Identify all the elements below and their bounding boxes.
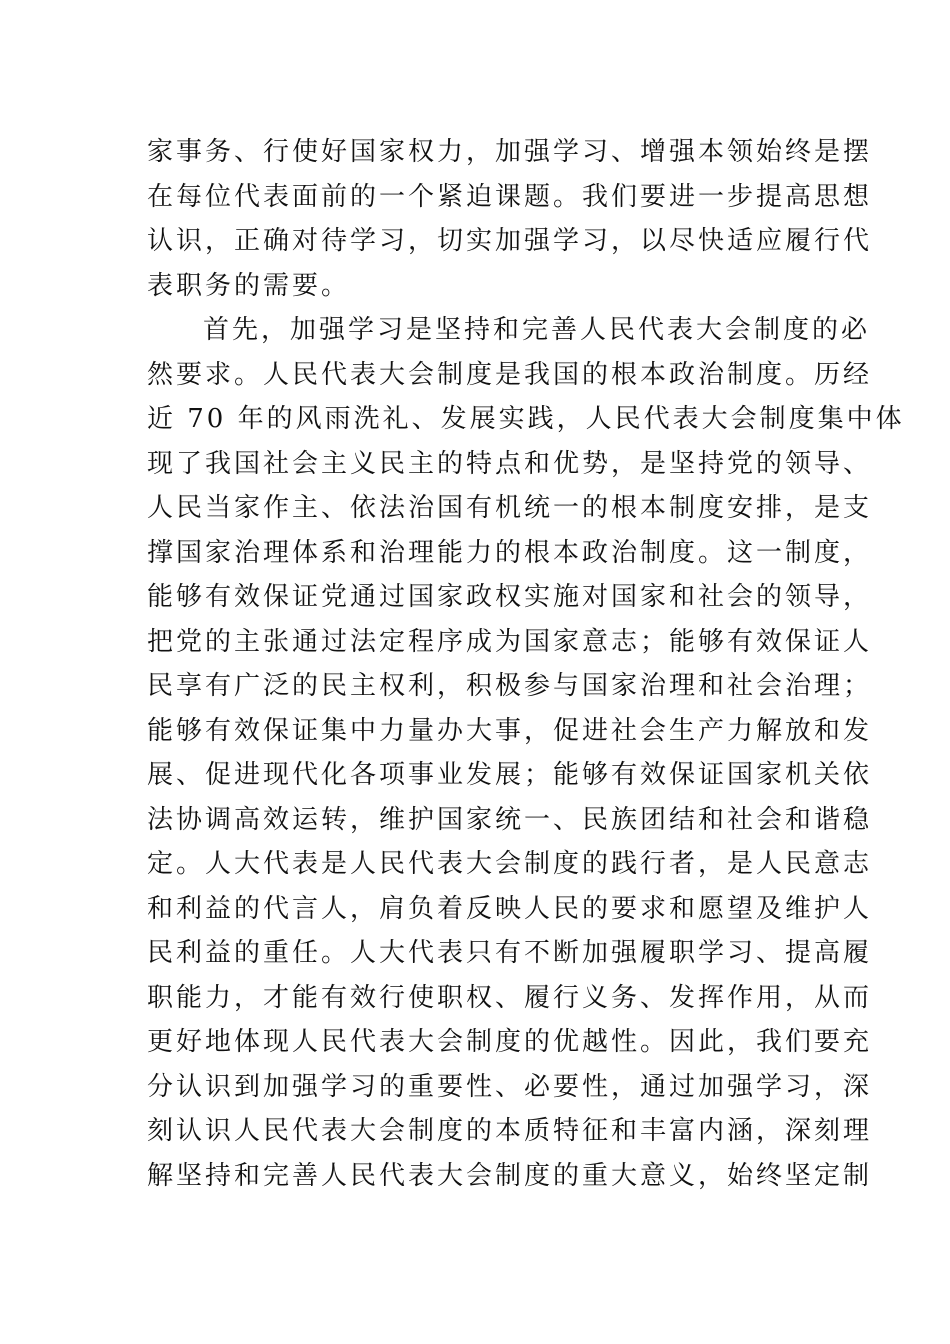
text-line: 能够有效保证集中力量办大事，促进社会生产力解放和发 bbox=[147, 715, 873, 746]
text-line: 能够有效保证党通过国家政权实施对国家和社会的领导， bbox=[147, 582, 873, 612]
text-line: 和利益的代言人，肩负着反映人民的要求和愿望及维护人 bbox=[147, 893, 873, 924]
text-line: 认识，正确对待学习，切实加强学习，以尽快适应履行代 bbox=[147, 226, 873, 256]
paragraph-first-point bbox=[147, 308, 905, 1198]
text-line: 人民当家作主、依法治国有机统一的根本制度安排，是支 bbox=[147, 493, 873, 523]
text-line: 刻认识人民代表大会制度的本质特征和丰富内涵，深刻理 bbox=[147, 1116, 873, 1146]
text-line: 近 70 年的风雨洗礼、发展实践，人民代表大会制度集中体 bbox=[147, 404, 905, 434]
text-line: 在每位代表面前的一个紧迫课题。我们要进一步提高思想 bbox=[147, 181, 873, 212]
text-line: 现了我国社会主义民主的特点和优势，是坚持党的领导、 bbox=[147, 448, 873, 479]
text-line: 撑国家治理体系和治理能力的根本政治制度。这一制度， bbox=[147, 537, 873, 568]
text-line: 定。人大代表是人民代表大会制度的践行者，是人民意志 bbox=[147, 849, 873, 879]
text-line: 分认识到加强学习的重要性、必要性，通过加强学习，深 bbox=[147, 1071, 873, 1102]
text-line: 民享有广泛的民主权利，积极参与国家治理和社会治理； bbox=[147, 671, 873, 701]
text-line: 职能力，才能有效行使职权、履行义务、发挥作用，从而 bbox=[147, 982, 873, 1013]
paragraph-continuation bbox=[147, 130, 873, 308]
text-line: 首先，加强学习是坚持和完善人民代表大会制度的必 bbox=[203, 315, 871, 345]
document-body bbox=[147, 130, 905, 1198]
text-line: 解坚持和完善人民代表大会制度的重大意义，始终坚定制 bbox=[147, 1160, 873, 1191]
text-line: 把党的主张通过法定程序成为国家意志；能够有效保证人 bbox=[147, 626, 873, 657]
text-line: 家事务、行使好国家权力，加强学习、增强本领始终是摆 bbox=[147, 137, 873, 167]
text-line: 法协调高效运转，维护国家统一、民族团结和社会和谐稳 bbox=[147, 804, 873, 835]
text-line: 表职务的需要。 bbox=[147, 270, 351, 301]
text-line: 展、促进现代化各项事业发展；能够有效保证国家机关依 bbox=[147, 760, 873, 790]
text-line: 更好地体现人民代表大会制度的优越性。因此，我们要充 bbox=[147, 1027, 873, 1057]
text-line: 然要求。人民代表大会制度是我国的根本政治制度。历经 bbox=[147, 359, 873, 390]
text-line: 民利益的重任。人大代表只有不断加强履职学习、提高履 bbox=[147, 938, 873, 968]
